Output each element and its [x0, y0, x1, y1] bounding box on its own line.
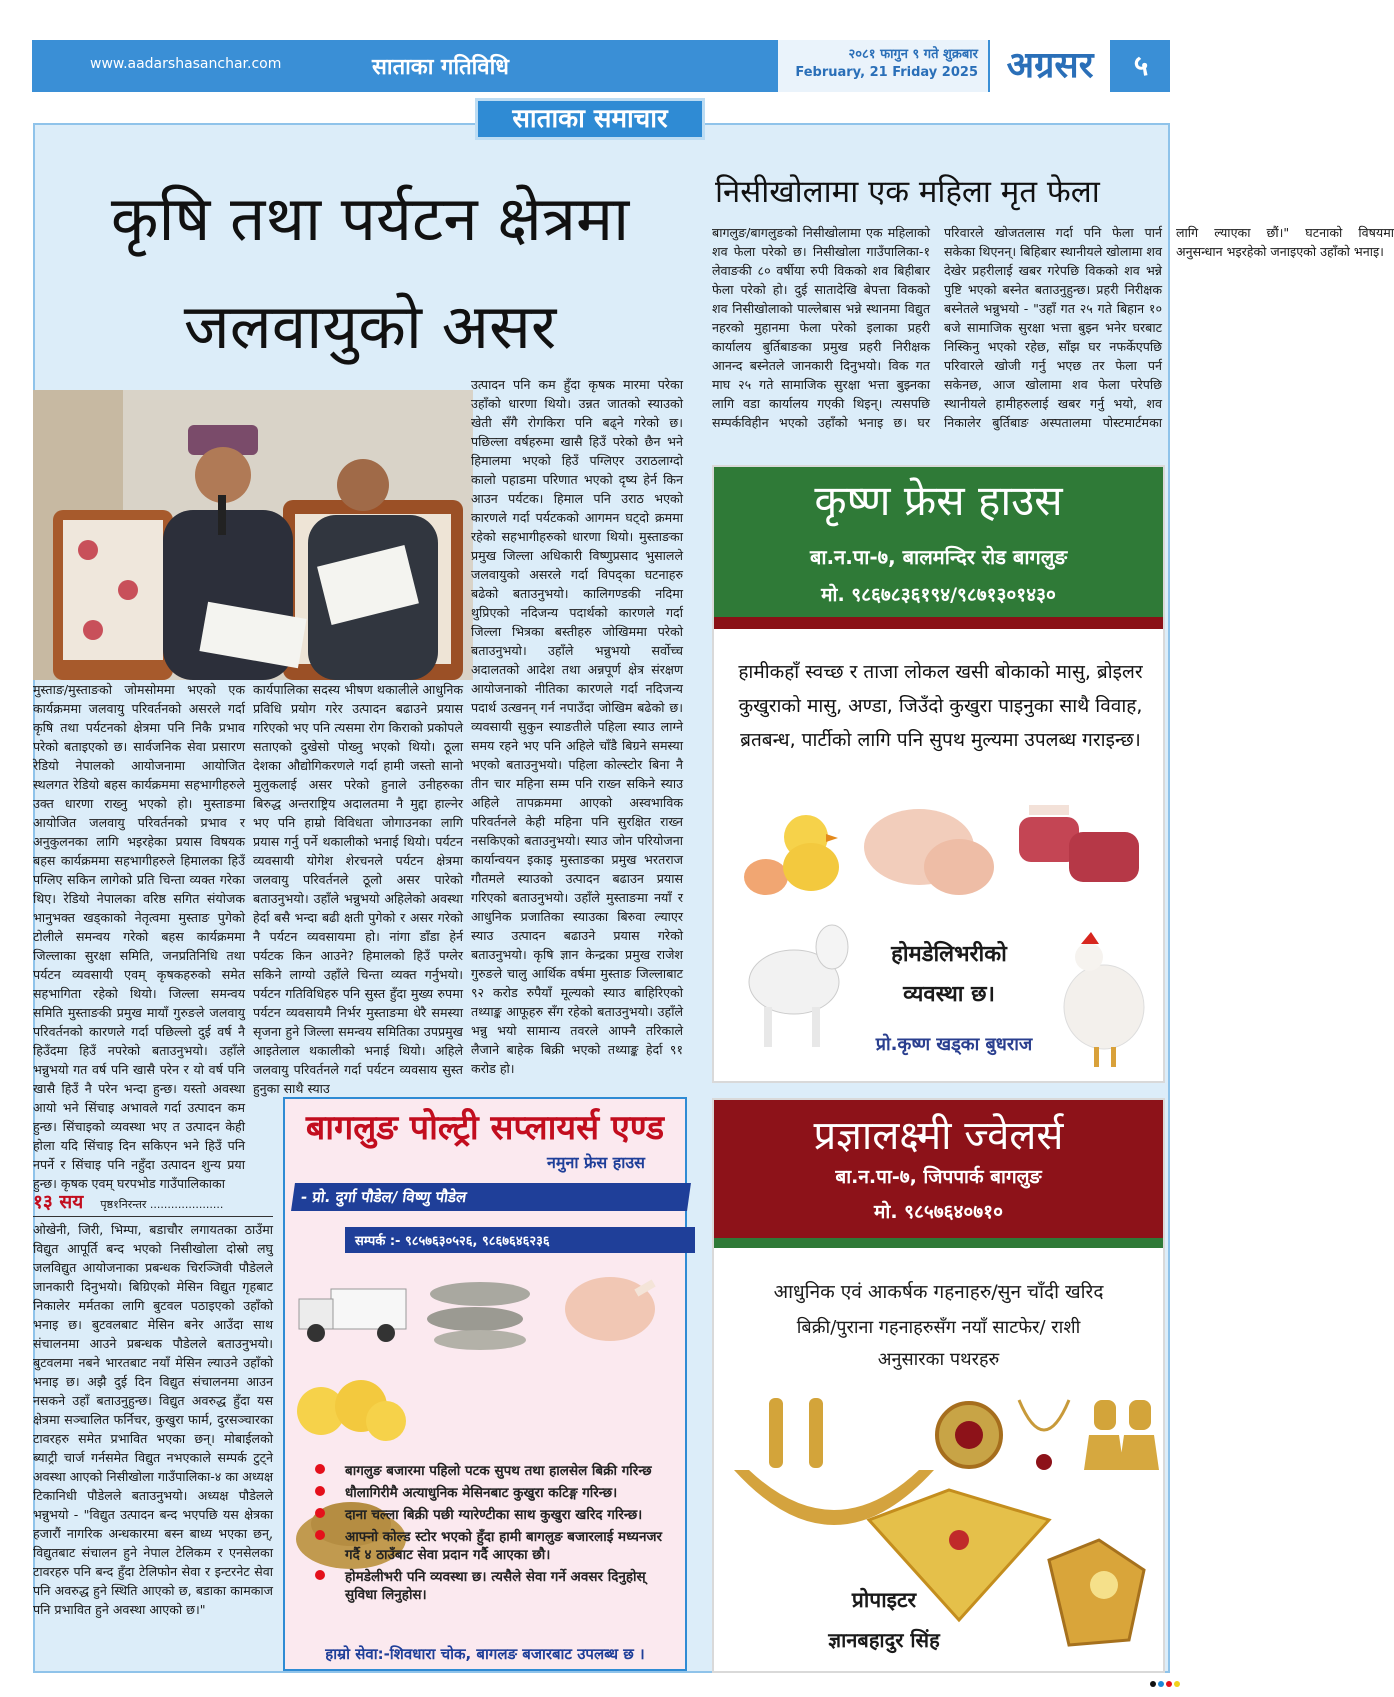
continuation-article [33, 1220, 273, 1670]
ad-jewellers-title: प्रज्ञालक्ष्मी ज्वेलर्स [813, 1113, 1064, 1159]
section-title: साताका गतिविधि [372, 55, 509, 80]
ad-krishna-red-band [714, 617, 1163, 629]
ad-krishna-fresh-house [712, 465, 1165, 1083]
main-headline-line2: जलवायुको असर [183, 290, 557, 363]
main-article-col1 [33, 680, 245, 1191]
bullet-icon [315, 1486, 325, 1496]
ad-jewellers-proprietor-name: ज्ञानबहादुर सिंह [828, 1628, 940, 1652]
bullet-icon [315, 1570, 325, 1580]
pickup-truck-icon [291, 1269, 411, 1349]
fish-icon [420, 1264, 540, 1354]
list-item: होमडेलीभरी पनि व्यवस्था छ। त्यसैले सेवा गर्ने अवसर दिनुहोस् सुविधा लिनुहोस। [305, 1568, 675, 1604]
list-item: बागलुङ बजारमा पहिलो पटक सुपथ तथा हालसेल बिक्री गरिन्छ [305, 1462, 675, 1480]
ad-krishna-title: कृष्ण फ्रेस हाउस [814, 476, 1063, 525]
ad-jewellers-address: बा.न.पा-७, जिपपार्क बागलुङ [835, 1166, 1042, 1188]
date-box [778, 40, 988, 92]
list-item: आफ्नो कोल्ड स्टोर भएको हुँदा हामी बागलुङ बजारलाई मध्यनजर गर्दै ४ ठाउँबाट सेवा प्रदान गर्दै आएका छौ। [305, 1528, 675, 1564]
continuation-ref[interactable]: पृष्ठ१निरन्तर ..................... [100, 1198, 224, 1211]
hen-icon [1049, 922, 1159, 1072]
page-number: ५ [1133, 49, 1149, 82]
ad-krishna-proprietor: प्रो.कृष्ण खड्का बुधराज [875, 1034, 1033, 1055]
newspaper-brand: अग्रसर [990, 40, 1110, 92]
ad-pragyalaxmi-jewellers [712, 1098, 1165, 1673]
ad-baglung-footer: हाम्रो सेवा:-शिवधारा चोक, बागलङ बजारबाट उपलब्ध छ । [325, 1645, 645, 1663]
ad-baglung-services-list [305, 1462, 675, 1608]
main-article-col2 [253, 680, 463, 1096]
list-item: धौलागिरीमै अत्याधुनिक मेसिनबाट कुखुरा कटिङ्ग गरिन्छ। [305, 1484, 675, 1502]
ad-krishna-home-delivery [849, 935, 1049, 1015]
ad-baglung-proprietors: - प्रो. दुर्गा पौडेल/ विष्णु पौडेल [291, 1183, 691, 1211]
main-article-col2-text: कार्यपालिका सदस्य भीषण थकालीले आधुनिक प्रविधि प्रयोग गरेर उत्पादन बढाउने प्रयास गरिएको भए पनि त्यसमा रोग किराको प्रकोपले सताएको दुखेसो पोख्नु भएको थियो। ठूला देशका औद्योगिकरणले गर्दा हामी जस्तो सानो मुलुकलाई असर परेको हुनाले उनीहरुका बिरुद्ध अन्तराष्ट्रिय अदालतमा नै मुद्दा हाल्नेर भए पनि हाम्रो विविधता जोगाउनका लागि प्रयास गर्नु पर्ने थकालीको भनाई थियो। पर्यटन व्यवसायी योगेश शेरचनले पर्यटन क्षेत्रमा जलवायु परिवर्तनले ठूलो असर पारेको बताउनुभयो। उहाँले भन्नुभयो अहिलेको अवस्था हेर्दा बसै भन्दा बढी क्षती पुगेको र असर गरेको नै पर्यटन व्यवसायमा हो। नांगा डाँडा हेर्न पर्यटक किन आउने? हिमालको हिउँ पग्लेर सकिने लाग्यो उहाँले चिन्ता व्यक्त गर्नुभयो। पर्यटन गतिविधिहरु पनि सुस्त हुँदा मुख्य रुपमा पर्यटन व्यवसायमै निर्भर मुस्ताङमा धेरै समस्या सृजना हुने जिल्ला समन्वय समितिका उपप्रमुख आइतेलाल थकालीको भनाई थियो। अहिले जलवायु परिवर्तनले गर्दा पर्यटन व्यवसाय सुस्त हुनुका साथै स्याउ [253, 682, 463, 1096]
chick-egg-icon [726, 792, 846, 902]
main-article-col1-text: मुस्ताङ/मुस्ताङको जोमसोममा भएको एक कार्यक्रममा जलवायु परिवर्तनको असरले गर्दा कृषि तथा पर्यटनको क्षेत्रमा पनि निकै प्रभाव परेको बताइएको छ। सार्वजनिक सेवा प्रसारण रेडियो नेपालको आयोजनामा आयोजित स्थलगत रेडियो बहस कार्यक्रममा सहभागीहरुले उक्त धारणा राख्नु भएको हो। मुस्ताङमा आयोजित जलवायु परिवर्तनको प्रभाव र अनुकुलनका लागि भइरहेका प्रयास विषयक बहस कार्यक्रममा सहभागीहरुले हिमालका हिउँ पग्लिए सकिन लागेको प्रति चिन्ता व्यक्त गरेका थिए। रेडियो नेपालका वरिष्ठ सगित संयोजक भानुभक्त खड्काको नेतृत्वमा मुस्ताङ पुगेको टोलीले समन्वय गरेको बहस कार्यक्रममा जिल्लाका सुरक्षा समिति, जनप्रतिनिधि तथा पर्यटन व्यवसायी एवम् कृषकहरुको समेत सहभागिता रहेको थियो। जिल्ला समन्वय समिति मुस्ताङकी प्रमुख मायाँ गुरुङले जलवायु परिवर्तनको कारणले गर्दा पछिल्लो दुई वर्ष नै हिउँदमा हिउँ नपरेको बताउनुभयो। उहाँले भन्नुभयो गत वर्ष पनि खासै परेन र यो वर्ष पनि खासै हिउँ नै परेन भन्दा हुन्छ। यस्तो अवस्था आयो भने सिंचाइ अभावले गर्दा उत्पादन कम हुन्छ। सिंचाइको व्यवस्था भए त उत्पादन केही होला यदि सिंचाइ दिन सकिएन भने हिउँ पनि नपर्ने र सिंचाइ पनि नहुँदा उत्पादन शुन्य प्रया हुन्छ। कृषक एवम् घरपभोड गाउँपालिकाका [33, 682, 245, 1191]
list-item: दाना चल्ला बिक्री पछी ग्यारेण्टीका साथ कुखुरा खरिद गरिन्छ। [305, 1506, 675, 1524]
continuation-rule [33, 1216, 273, 1217]
website-url[interactable]: www.aadarshasanchar.com [90, 56, 282, 72]
news-photo [33, 390, 473, 680]
ad-krishna-home-delivery-line1: होमडेलिभरीको [891, 942, 1007, 967]
continuation-text: ओखेनी, जिरी, भिम्पा, बडाचौर लगायतका ठाउँमा विद्युत आपूर्ति बन्द भएको निसीखोला दोस्रो लघु जलविद्युत आयोजनाका प्रबन्धक चिरञ्जिवी पौडेलले जानकारी दिनुभयो। बिग्रिएको मेसिन विद्युत गृहबाट निकालेर मर्मतका लागि बुटवल पठाइएको उहाँको भनाइ छ। बुटवलबाट मेसिन बनेर आउँदा साथ संचालनमा आउने प्रबन्धक पौडेलले बताउनुभयो। बुटवलमा नबने भारतबाट नयाँ मेसिन ल्याउने उहाँको भनाइ छ। अझै दुई दिन विद्युत संचालनमा आउन नसकने उहाँ बताउनुहुन्छ। विद्युत अवरुद्ध हुँदा यस क्षेत्रमा सञ्चालित फर्निचर, कुखुरा फार्म, दुरसञ्चारका टावरहरु समेत प्रभावित भएका छन्। मोबाईलको ब्याट्री चार्ज गर्नसमेत विद्युत नभएकाले सम्पर्क टुट्ने अवस्था आएको निसीखोला गाउँपालिका-४ का अध्यक्ष टिकानिधी पौडेलले बताउनुभयो। अध्यक्ष पौडेलले भन्नुभयो - "विद्युत उत्पादन बन्द भएपछि यस क्षेत्रका हजारौं नागरिक अन्धकारमा बस्न बाध्य भएका छन्, विद्युतबाट संचालन हुने नेपाल टेलिकम र एनसेलका टावरहरु पनि बन्द हुँदा टेलिफोन सेवा र इन्टरनेट सेवा पनि अवरुद्ध हुने स्थिति आएको छ, बडाका कामकाज पनि प्रभावित हुने अवस्था आएको छ।" [33, 1222, 273, 1617]
bullet-icon [315, 1464, 325, 1474]
ad-jewellers-desc1: आधुनिक एवं आकर्षक गहनाहरु/सुन चाँदी खरिद [773, 1281, 1104, 1303]
side-article-text: बागलुङ/बागलुङको निसीखोलामा एक महिलाको शव फेला परेको छ। निसीखोला गाउँपालिका-१ लेवाङकी ८० वर्षीया रुपी विकको शव बिहीबार फेला परेको हो। दुई सातादेखि बेपत्ता विकको शव निसीखोलाको पाल्लेबास भन्ने स्थानमा विद्युत नहरको मुहानमा फेला परेको इलाका प्रहरी कार्यालय बुर्तिबाङका प्रमुख प्रहरी निरीक्षक आनन्द बस्नेतले जानकारी दिनुभयो। विक गत माघ २५ गते सामाजिक सुरक्षा भत्ता बुझ्नका लागि वडा कार्यालय गएकी थिइन्। त्यसपछि सम्पर्कविहीन भएको उहाँको भनाइ छ। घर परिवारले खोजतलास गर्दा पनि फेला पार्न सकेका थिएनन्। बिहिबार स्थानीयले खोलामा शव देखेर प्रहरीलाई खबर गरेपछि विकको शव भन्ने पुष्टि भएको बस्नेत बताउनुहुन्छ। प्रहरी निरीक्षक बस्नेतले भन्नुभयो - "उहाँ गत २५ गते बिहान १० बजे सामाजिक सुरक्षा भत्ता बुझ्न भनेर घरबाट निस्किनु भएको रहेछ, साँझ घर नफर्केएपछि परिवारले खोजी गर्नु भएछ तर फेला पर्न सकेनछ, आज खोलामा शव फेला परेपछि स्थानीयले हामीहरुलाई खबर गर्नु भयो, शव निकालेर बुर्तिबाङ अस्पतालमा पोस्टमार्टमका लागि ल्याएका छौं।" घटनाको विषयमा अनुसन्धान भइरहेको जनाइएको उहाँको भनाइ। [712, 225, 1394, 430]
bullet-icon [315, 1508, 325, 1518]
bullet-icon [315, 1530, 325, 1540]
ad-jewellers-phone[interactable]: मो. ९८५७६४०७१० [874, 1201, 1003, 1223]
ad-baglung-contact[interactable]: सम्पर्क :- ९८५७६३०५२६, ९८६७६४६२३६ [345, 1227, 695, 1253]
ad-jewellers-green-band [714, 1238, 1163, 1248]
ad-krishna-phone[interactable]: मो. ९८६७८३६१९४/९८७१३०१४३० [821, 584, 1056, 606]
ad-krishna-home-delivery-line2: व्यवस्था छ। [903, 982, 995, 1007]
ad-krishna-description: हामीकहाँ स्वच्छ र ताजा लोकल खसी बोकाको मासु, ब्रोइलर कुखुराको मासु, अण्डा, जिउँदो कुखुरा पाइनुका साथै विवाह, ब्रतबन्ध, पार्टीको लागि पनि सुपथ मुल्यमा उपलब्ध गराइन्छ। [738, 661, 1143, 751]
chicken-leg-icon [550, 1264, 670, 1354]
side-article-body [712, 223, 1394, 445]
mutton-meat-icon [1009, 787, 1159, 907]
chicks-icon [291, 1361, 411, 1451]
continuation-label: १३ सय [33, 1191, 84, 1213]
ad-baglung-subtitle: नमुना फ्रेस हाउस [547, 1153, 645, 1172]
date-english: February, 21 Friday 2025 [795, 65, 978, 80]
ad-baglung-poultry [283, 1097, 687, 1671]
ad-baglung-title: बागलुङ पोल्ट्री सप्लायर्स एण्ड [305, 1108, 665, 1148]
page-header [32, 40, 1170, 92]
main-article-col3 [471, 375, 683, 1076]
ad-jewellers-desc2-line: बिक्री/पुराना गहनाहरुसँग नयाँ साटफेर/ राशी [796, 1317, 1081, 1338]
date-nepali: २०८१ फागुन ९ गते शुक्रबार [848, 47, 978, 62]
chicken-meat-icon [859, 787, 999, 907]
ad-krishna-address: बा.न.पा-७, बालमन्दिर रोड बागलुङ [809, 545, 1068, 569]
ad-jewellers-desc3-line: अनुसारका पथरहरु [877, 1349, 1000, 1370]
section-heading: साताका समाचार [475, 98, 705, 140]
ad-jewellers-desc2 [714, 1312, 1163, 1376]
meeting-photo-illustration [33, 390, 473, 680]
side-article-headline: निसीखोलामा एक महिला मृत फेला [715, 174, 1100, 210]
main-headline-line1: कृषि तथा पर्यटन क्षेत्रमा [110, 182, 630, 255]
printer-registration-marks-icon [1150, 1680, 1180, 1688]
main-article-col3-text: उत्पादन पनि कम हुँदा कृषक मारमा परेका उहाँको धारणा थियो। उन्नत जातको स्याउको खेती सँगै रोगकिरा पनि बढ्ने गरेको छ। पछिल्ला वर्षहरुमा खासै हिउँ परेको छैन भने हिमालमा भएको हिउँ पग्लिएर उराठलाग्दो कालो पहाडमा परिणात भएको दृष्य हेर्न किन आउन पर्यटक। हिमाल पनि उराठ भएको कारणले गर्दा पर्यटकको आगमन घट्दो क्रममा रहेको सहभागीहरुको धारणा थियो। मुस्ताङका प्रमुख जिल्ला अधिकारी विष्णुप्रसाद भुसालले जलवायुको असरले गर्दा विपद्का घटनाहरु बढेको बताउनुभयो। कालिगण्डकी नदिमा थुप्रिएको नदिजन्य पदार्थको कारणले गर्दा जिल्ला भित्रका बस्तीहरु जोखिममा परेको बताउनुभयो। उहाँले भन्नुभयो सर्वोच्च अदालतको आदेश तथा अन्नपूर्ण क्षेत्र संरक्षण आयोजनाको नीतिका कारणले गर्दा नदिजन्य पदार्थ उत्खनन् गर्न नपाउँदा जोखिम बढेको छ। व्यवसायी सुकुन स्याङतीले पहिला स्याउ लाग्ने समय रहने भए पनि अहिले चाँडै बिग्रने समस्या भएको बताउनुभयो। पहिला कोल्स्टोर बिना नै तीन चार महिना सम्म पनि राख्न सकिने स्याउ अहिले तापक्रममा आएको अस्वभाविक परिवर्तनले केही महिना पनि सुरक्षित राख्न नसकिएको बताउनुभयो। स्याउ जोन परियोजना कार्यान्वयन इकाइ मुस्ताङका प्रमुख भरतराज गौतमले स्याउको उत्पादन बढाउन प्रयास गरिएको बताउनुभयो। उहाँले मुस्ताङमा नयाँ र आधुनिक प्रजातिका स्याउका बिरुवा ल्याएर स्याउ उत्पादन बढाउने प्रयास गरेको बताउनुभयो। कृषि ज्ञान केन्द्रका प्रमुख राजेश गुरुङले चालु आर्थिक वर्षमा मुस्ताङ जिल्लाबाट ९२ करोड रुपैयाँ मूल्यको स्याउ बाहिरिएको तथ्याङ्क आफूहरु सँग रहेको बताउनुभयो। उहाँले भन्नु भयो सामान्य तवरले आफ्नै तरिकाले लैजाने बाहेक बिक्री भएको तथ्याङ्क हेर्दा ९१ करोड हो। [471, 377, 683, 1076]
continuation-heading [33, 1188, 273, 1212]
ad-jewellers-proprietor-label: प्रोपाइटर [851, 1588, 917, 1612]
